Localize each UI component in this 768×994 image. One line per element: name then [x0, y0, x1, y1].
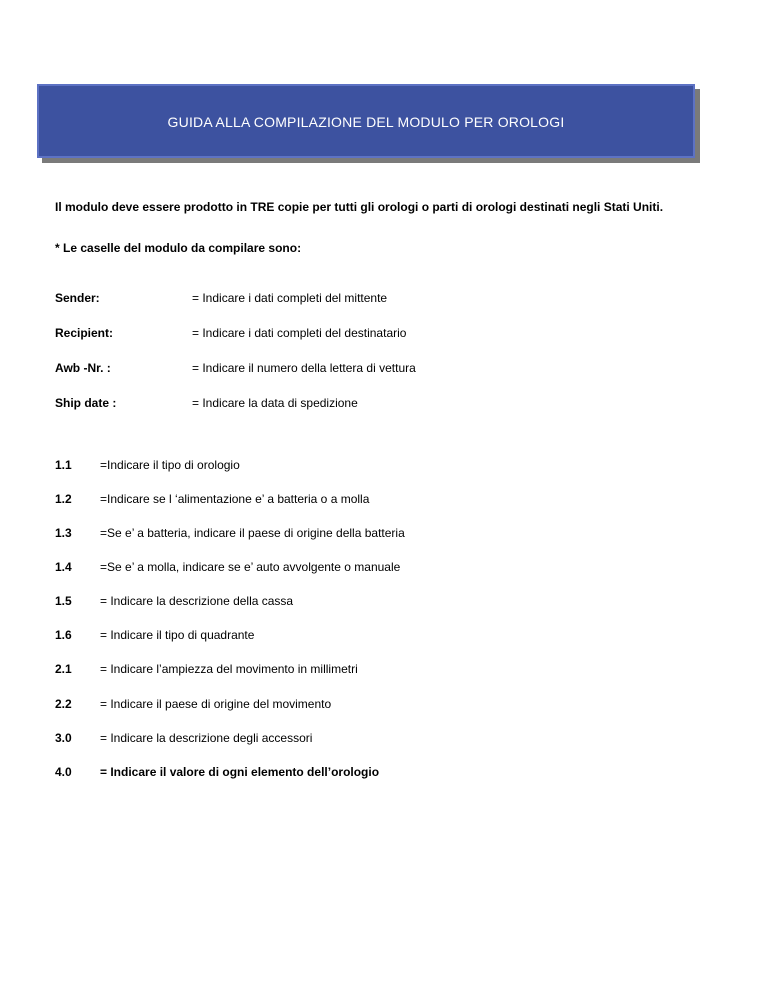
- field-desc: = Indicare la data di spedizione: [192, 396, 358, 410]
- field-row-ship-date: [55, 396, 695, 412]
- item-desc: = Indicare la descrizione della cassa: [100, 594, 294, 608]
- item-row: [55, 628, 695, 644]
- item-number: 2.2: [55, 697, 72, 711]
- item-number: 3.0: [55, 731, 72, 745]
- item-row: [55, 594, 695, 610]
- item-number: 1.1: [55, 458, 72, 472]
- field-row-sender: [55, 291, 695, 307]
- item-row: [55, 458, 695, 474]
- item-row: [55, 662, 695, 678]
- item-desc: = Indicare il tipo di quadrante: [100, 628, 255, 642]
- field-desc: = Indicare i dati completi del mittente: [192, 291, 388, 305]
- field-desc: = Indicare i dati completi del destinatario: [192, 326, 407, 340]
- field-label: Awb -Nr. :: [55, 361, 111, 375]
- field-row-recipient: [55, 326, 695, 342]
- item-number: 2.1: [55, 662, 72, 676]
- item-number: 1.4: [55, 560, 72, 574]
- intro-text: Il modulo deve essere prodotto in TRE copie per tutti gli orologi o parti di orologi destinati negli Stati Uniti.: [55, 200, 664, 214]
- item-number: 1.6: [55, 628, 72, 642]
- item-desc: =Se e’ a batteria, indicare il paese di origine della batteria: [100, 526, 405, 540]
- item-number: 1.5: [55, 594, 72, 608]
- item-number: 4.0: [55, 765, 72, 779]
- field-desc: = Indicare il numero della lettera di vettura: [192, 361, 416, 375]
- item-row: [55, 765, 695, 781]
- item-desc: =Indicare il tipo di orologio: [100, 458, 240, 472]
- item-desc: = Indicare il paese di origine del movimento: [100, 697, 332, 711]
- item-desc: = Indicare l’ampiezza del movimento in millimetri: [100, 662, 358, 676]
- item-desc: =Se e’ a molla, indicare se e’ auto avvolgente o manuale: [100, 560, 401, 574]
- field-label: Ship date :: [55, 396, 117, 410]
- item-number: 1.3: [55, 526, 72, 540]
- item-desc: =Indicare se l ‘alimentazione e’ a batteria o a molla: [100, 492, 370, 506]
- item-number: 1.2: [55, 492, 72, 506]
- field-row-awb: [55, 361, 695, 377]
- item-desc: = Indicare il valore di ogni elemento dell’orologio: [100, 765, 380, 779]
- item-row: [55, 526, 695, 542]
- item-row: [55, 697, 695, 713]
- field-label: Sender:: [55, 291, 100, 305]
- title-banner: [37, 84, 695, 158]
- field-label: Recipient:: [55, 326, 114, 340]
- item-row: [55, 731, 695, 747]
- fields-subtitle: * Le caselle del modulo da compilare sono:: [55, 241, 302, 255]
- item-row: [55, 492, 695, 508]
- page-title: GUIDA ALLA COMPILAZIONE DEL MODULO PER OROLOGI: [167, 114, 565, 130]
- item-row: [55, 560, 695, 576]
- item-desc: = Indicare la descrizione degli accessori: [100, 731, 313, 745]
